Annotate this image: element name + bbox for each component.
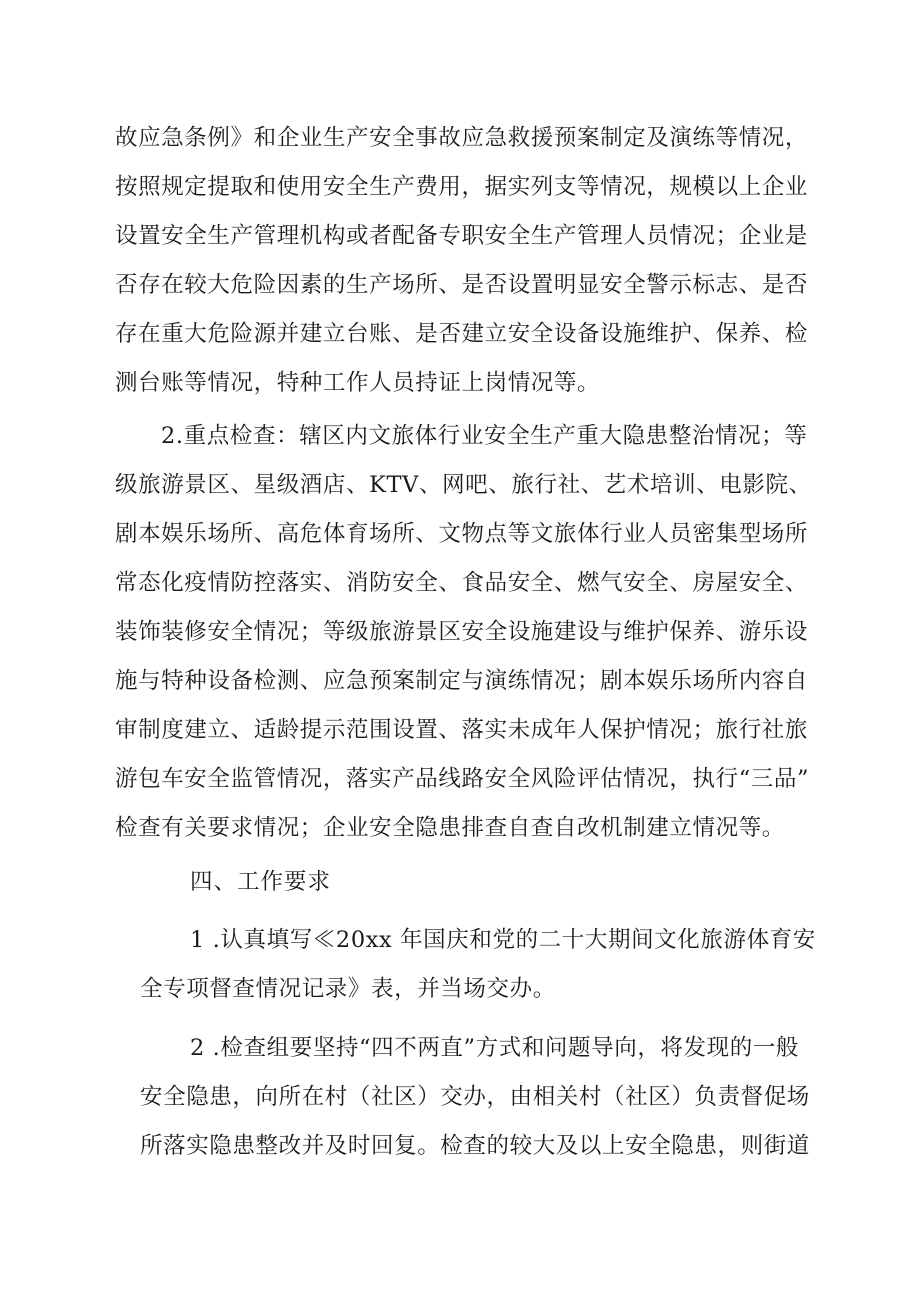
text-line: 检查有关要求情况；企业安全隐患排查自查自改机制建立情况等。 <box>115 815 785 841</box>
text-line: 级旅游景区、星级酒店、KTV、网吧、旅行社、艺术培训、电影院、 <box>115 472 812 498</box>
text-line: 常态化疫情防控落实、消防安全、食品安全、燃气安全、房屋安全、 <box>115 570 809 596</box>
text-line: 施与特种设备检测、应急预案制定与演练情况；剧本娱乐场所内容自 <box>115 668 809 694</box>
text-line: 存在重大危险源并建立台账、是否建立安全设备设施维护、保养、检 <box>115 321 809 347</box>
text-line: 1 .认真填写≪20xx 年国庆和党的二十大期间文化旅游体育安 <box>190 927 816 953</box>
text-line: 否存在较大危险因素的生产场所、是否设置明显安全警示标志、是否 <box>115 272 809 298</box>
text-line: 装饰装修安全情况；等级旅游景区安全设施建设与维护保养、游乐设 <box>115 619 809 645</box>
text-line: 游包车安全监管情况，落实产品线路安全风险评估情况，执行“三品” <box>115 766 810 792</box>
section-heading: 四、工作要求 <box>190 869 332 895</box>
text-line: 审制度建立、适龄提示范围设置、落实未成年人保护情况；旅行社旅 <box>115 717 809 743</box>
text-line: 2 .检查组要坚持“四不两直”方式和问题导向，将发现的一般 <box>190 1035 800 1061</box>
text-line: 测台账等情况，特种工作人员持证上岗情况等。 <box>115 370 601 396</box>
text-line: 按照规定提取和使用安全生产费用，据实列支等情况，规模以上企业 <box>115 174 809 200</box>
text-line: 全专项督查情况记录》表，并当场交办。 <box>140 976 556 1002</box>
text-line: 2.重点检查：辖区内文旅体行业安全生产重大隐患整治情况；等 <box>161 423 808 449</box>
text-line: 所落实隐患整改并及时回复。检查的较大及以上安全隐患，则街道 <box>140 1133 810 1159</box>
text-line: 剧本娱乐场所、高危体育场所、文物点等文旅体行业人员密集型场所 <box>115 521 809 547</box>
text-line: 安全隐患，向所在村（社区）交办，由相关村（社区）负责督促场 <box>140 1084 810 1110</box>
text-line: 故应急条例》和企业生产安全事故应急救援预案制定及演练等情况， <box>115 125 809 151</box>
text-line: 设置安全生产管理机构或者配备专职安全生产管理人员情况；企业是 <box>115 223 809 249</box>
